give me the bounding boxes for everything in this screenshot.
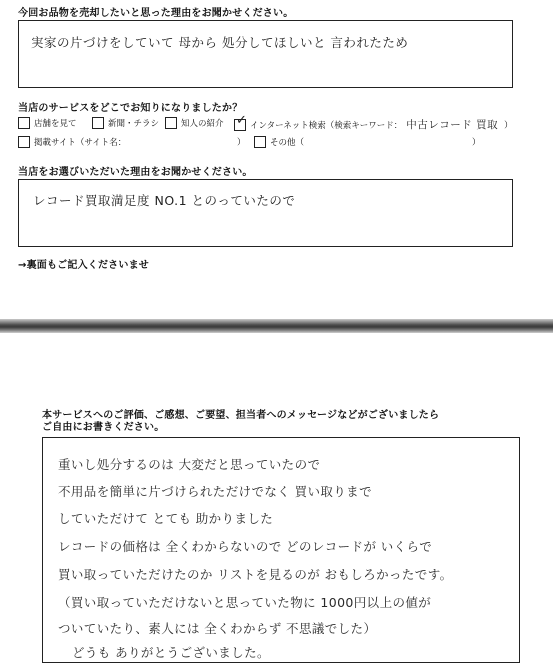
option-listing-site[interactable] (18, 136, 126, 148)
feedback-line: レコードの価格は 全くわからないので どのレコードが いくらで (58, 539, 433, 554)
option-other-label: その他（ (270, 138, 305, 148)
question-feedback-line1: 本サービスへのご評価、ご感想、ご要望、担当者へのメッセージなどがございましたら (42, 410, 440, 421)
option-store-label: 店舗を見て (34, 119, 77, 129)
store-checkbox[interactable] (18, 117, 30, 129)
listing-site-checkbox[interactable] (18, 136, 30, 148)
sell-reason-answer-box[interactable] (18, 20, 513, 88)
option-newspaper-label: 新聞・チラシ (108, 119, 160, 129)
internet-checkbox[interactable] (234, 112, 247, 131)
feedback-line: していただけて とても 助かりました (58, 511, 274, 526)
why-chose-answer-box[interactable] (18, 179, 513, 247)
option-internet[interactable] (234, 112, 513, 132)
option-store[interactable] (18, 117, 77, 129)
option-referral-label: 知人の紹介 (181, 119, 224, 129)
feedback-line: 買い取っていただけたのか リストを見るのが おもしろかったです。 (58, 567, 453, 582)
option-newspaper[interactable] (92, 117, 159, 129)
other-close: ） (472, 138, 481, 148)
check-mark-icon: ✓ (236, 112, 247, 128)
sell-reason-answer: 実家の片づけをしていて 母から 処分してほしいと 言われたため (31, 35, 409, 50)
other-checkbox[interactable] (254, 136, 266, 148)
question-sell-reason: 今回お品物を売却したいと思った理由をお聞かせください。 (18, 8, 294, 19)
keyword-close-paren: ） (504, 120, 513, 131)
referral-checkbox[interactable] (165, 117, 177, 129)
newspaper-checkbox[interactable] (92, 117, 104, 129)
feedback-line: どうも ありがとうございました。 (72, 645, 270, 660)
page-divider (0, 319, 553, 333)
feedback-line: 不用品を簡単に片づけられただけでなく 買い取りまで (58, 484, 372, 499)
why-chose-answer: レコード買取満足度 NO.1 とのっていたので (33, 193, 296, 208)
back-side-note: →裏面もご記入くださいませ (18, 260, 149, 271)
feedback-line: ついていたり、素人には 全くわからず 不思議でした） (58, 621, 377, 636)
feedback-line: （買い取っていただけないと思っていた物に 1000円以上の値が (58, 595, 432, 610)
option-internet-label: インターネット検索（検索キーワード： (250, 120, 403, 131)
question-feedback-line2: ご自由にお書きください。 (42, 422, 165, 433)
listing-site-close: ） (237, 138, 246, 148)
option-referral[interactable] (165, 117, 224, 129)
feedback-line: 重いし処分するのは 大変だと思っていたので (58, 457, 321, 472)
option-other[interactable] (254, 136, 304, 148)
question-how-found: 当店のサービスをどこでお知りになりましたか？ (18, 103, 243, 114)
option-listing-site-label: 掲載サイト（サイト名： (34, 138, 127, 148)
search-keyword: 中古レコード 買取 (406, 119, 499, 131)
question-why-chose: 当店をお選びいただいた理由をお聞かせください。 (18, 167, 253, 178)
